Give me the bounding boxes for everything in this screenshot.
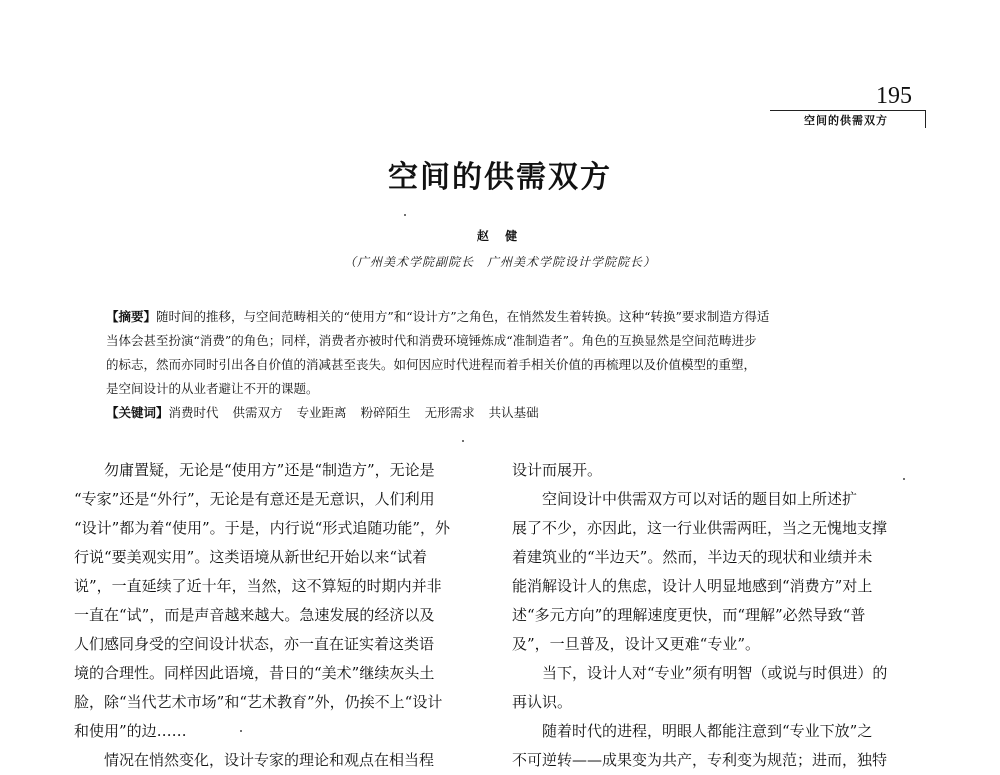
keyword: 供需双方 [232,405,283,420]
body-line: 脸，除“当代艺术市场”和“艺术教育”外，仍挨不上“设计 [74,693,443,711]
body-line: 行说“要美观实用”。这类语境从新世纪开始以来“试着 [74,548,428,566]
keyword: 共认基础 [488,405,539,420]
abstract-line: 当体会甚至扮演“消费”的角色；同样，消费者亦被时代和消费环境锤炼成“准制造者”。角色的互换显然是空间范畴进步 [106,333,757,348]
abstract-block [106,305,896,425]
body-line: 当下，设计人对“专业”须有明智（或说与时俱进）的 [542,664,888,682]
scan-speck [240,730,242,732]
body-line: 勿庸置疑，无论是“使用方”还是“制造方”，无论是 [104,461,435,479]
header-rule [770,110,926,111]
abstract-text: 随时间的推移，与空间范畴相关的“使用方”和“设计方”之角色，在悄然发生着转换。这种“转换”要求制造方得适 [156,309,770,324]
running-title: 空间的供需双方 [804,114,888,127]
keywords-line [106,401,896,425]
header-rule-tick [925,110,926,128]
article-title: 空间的供需双方 [388,160,612,195]
body-left-column [74,456,486,775]
body-line: 设计而展开。 [512,461,603,479]
scan-speck [404,214,406,216]
body-line: 能消解设计人的焦虑，设计人明显地感到“消费方”对上 [512,577,873,595]
abstract-label: 【摘要】 [106,309,157,324]
body-line: 一直在“试”，而是声音越来越大。急速发展的经济以及 [74,606,435,624]
body-line: “设计”都为着“使用”。于是，内行说“形式追随功能”，外 [74,519,451,537]
scan-speck [462,440,464,442]
author-affiliation: （广州美术学院副院长 广州美术学院设计学院院长） [343,255,656,269]
keyword: 无形需求 [424,405,475,420]
body-line: 说”，一直延续了近十年，当然，这不算短的时期内并非 [74,577,442,595]
article-author: 赵 健 [476,229,524,243]
scan-speck [903,478,905,480]
body-line: 述“多元方向”的理解速度更快，而“理解”必然导致“普 [512,606,866,624]
body-line: 境的合理性。同样因此语境，昔日的“美术”继续灰头土 [74,664,435,682]
abstract-line: 的标志，然而亦同时引出各自价值的消减甚至丧失。如何因应时代进程而着手相关价值的再梳理以及价值模型的重塑， [106,357,757,372]
body-line: 空间设计中供需双方可以对话的题目如上所述扩 [542,490,858,508]
body-line: 情况在悄然变化，设计专家的理论和观点在相当程 [104,751,435,769]
body-line: 和使用”的边…… [74,722,187,740]
keywords-label: 【关键词】 [106,405,169,420]
body-line: “专家”还是“外行”，无论是有意还是无意识，人们利用 [74,490,435,508]
keyword: 粉碎陌生 [360,405,411,420]
keyword: 消费时代 [168,405,219,420]
body-right-column [512,456,924,775]
body-line: 不可逆转——成果变为共产，专利变为规范；进而，独特 [512,751,888,769]
page-number: 195 [876,83,912,109]
body-line: 随着时代的进程，明眼人都能注意到“专业下放”之 [542,722,873,740]
keyword: 专业距离 [296,405,347,420]
body-line: 展了不少，亦因此，这一行业供需两旺，当之无愧地支撑 [512,519,888,537]
abstract-line: 是空间设计的从业者避让不开的课题。 [106,381,319,396]
running-header [770,110,930,134]
body-line: 及”，一旦普及，设计又更难“专业”。 [512,635,761,653]
abstract-line [106,305,896,329]
body-line: 再认识。 [512,693,573,711]
body-line: 人们感同身受的空间设计状态，亦一直在证实着这类语 [74,635,435,653]
body-line: 着建筑业的“半边天”。然而，半边天的现状和业绩并未 [512,548,873,566]
